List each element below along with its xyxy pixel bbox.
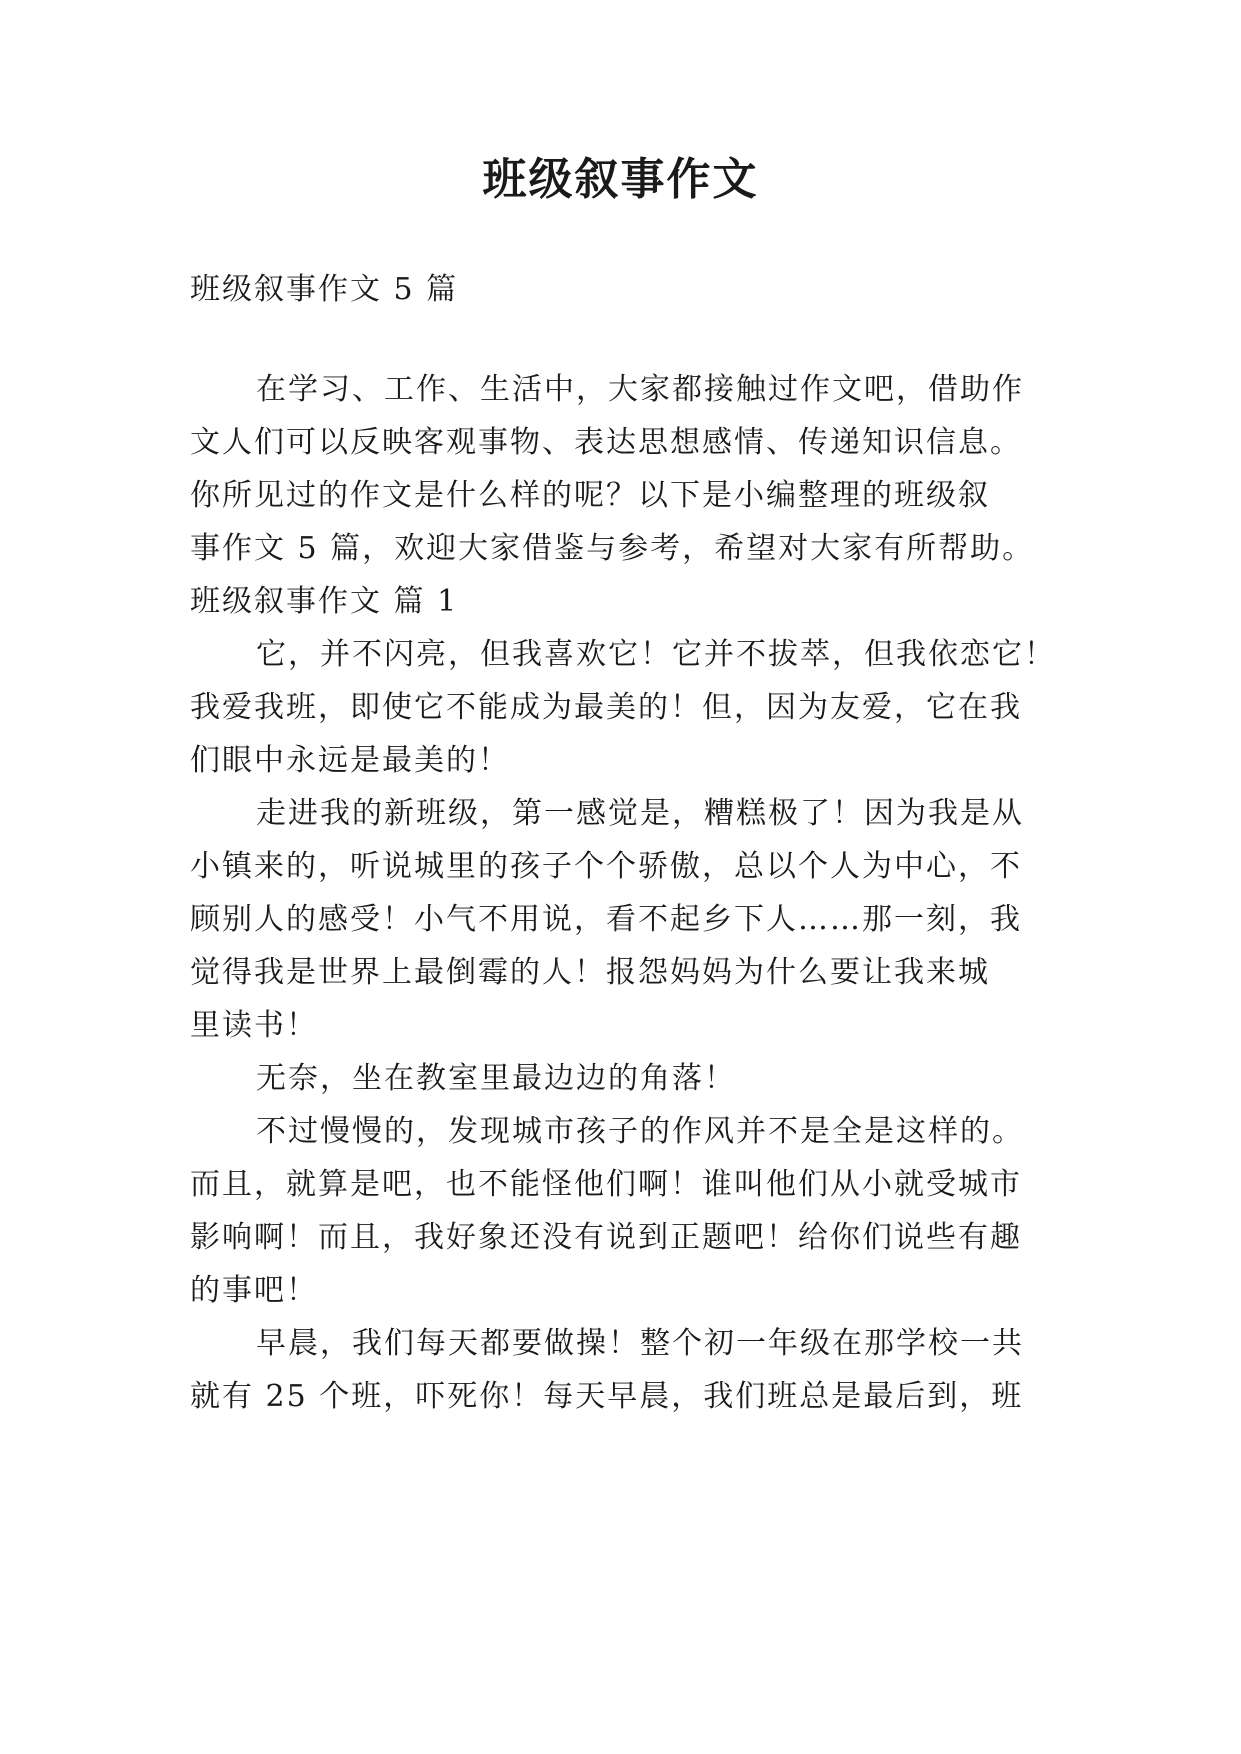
paragraph-line: 而且，就算是吧，也不能怪他们啊！谁叫他们从小就受城市: [190, 1167, 1022, 1202]
paragraph-line: 你所见过的作文是什么样的呢？以下是小编整理的班级叙: [190, 478, 990, 513]
paragraph-line: 事作文 5 篇，欢迎大家借鉴与参考，希望对大家有所帮助。: [190, 531, 1035, 566]
paragraph-line: 我爱我班，即使它不能成为最美的！但，因为友爱，它在我: [190, 690, 1022, 725]
paragraph-line: 的事吧！: [190, 1273, 318, 1308]
paragraph-line: 影响啊！而且，我好象还没有说到正题吧！给你们说些有趣: [190, 1220, 1022, 1255]
paragraph-line: 小镇来的，听说城里的孩子个个骄傲，总以个人为中心，不: [190, 849, 1022, 884]
paragraph-line: 就有 25 个班，吓死你！每天早晨，我们班总是最后到，班: [190, 1379, 1024, 1414]
paragraph-line: 无奈，坐在教室里最边边的角落！: [256, 1061, 736, 1096]
paragraph-line: 它，并不闪亮，但我喜欢它！它并不拔萃，但我依恋它！: [256, 637, 1056, 672]
paragraph-line: 走进我的新班级，第一感觉是，糟糕极了！因为我是从: [256, 796, 1024, 831]
paragraph-line: 文人们可以反映客观事物、表达思想感情、传递知识信息。: [190, 425, 1022, 460]
paragraph-line: 觉得我是世界上最倒霉的人！报怨妈妈为什么要让我来城: [190, 955, 990, 990]
paragraph-line: 在学习、工作、生活中，大家都接触过作文吧，借助作: [256, 372, 1024, 407]
document-subtitle: 班级叙事作文 5 篇: [190, 272, 459, 307]
paragraph-line: 早晨，我们每天都要做操！整个初一年级在那学校一共: [256, 1326, 1024, 1361]
paragraph-line: 们眼中永远是最美的！: [190, 743, 510, 778]
section-heading: 班级叙事作文 篇 1: [190, 584, 459, 619]
paragraph-line: 不过慢慢的，发现城市孩子的作风并不是全是这样的。: [256, 1114, 1024, 1149]
paragraph-line: 顾别人的感受！小气不用说，看不起乡下人……那一刻，我: [190, 902, 1022, 937]
paragraph-line: 里读书！: [190, 1008, 318, 1043]
document-title: 班级叙事作文: [482, 154, 759, 205]
